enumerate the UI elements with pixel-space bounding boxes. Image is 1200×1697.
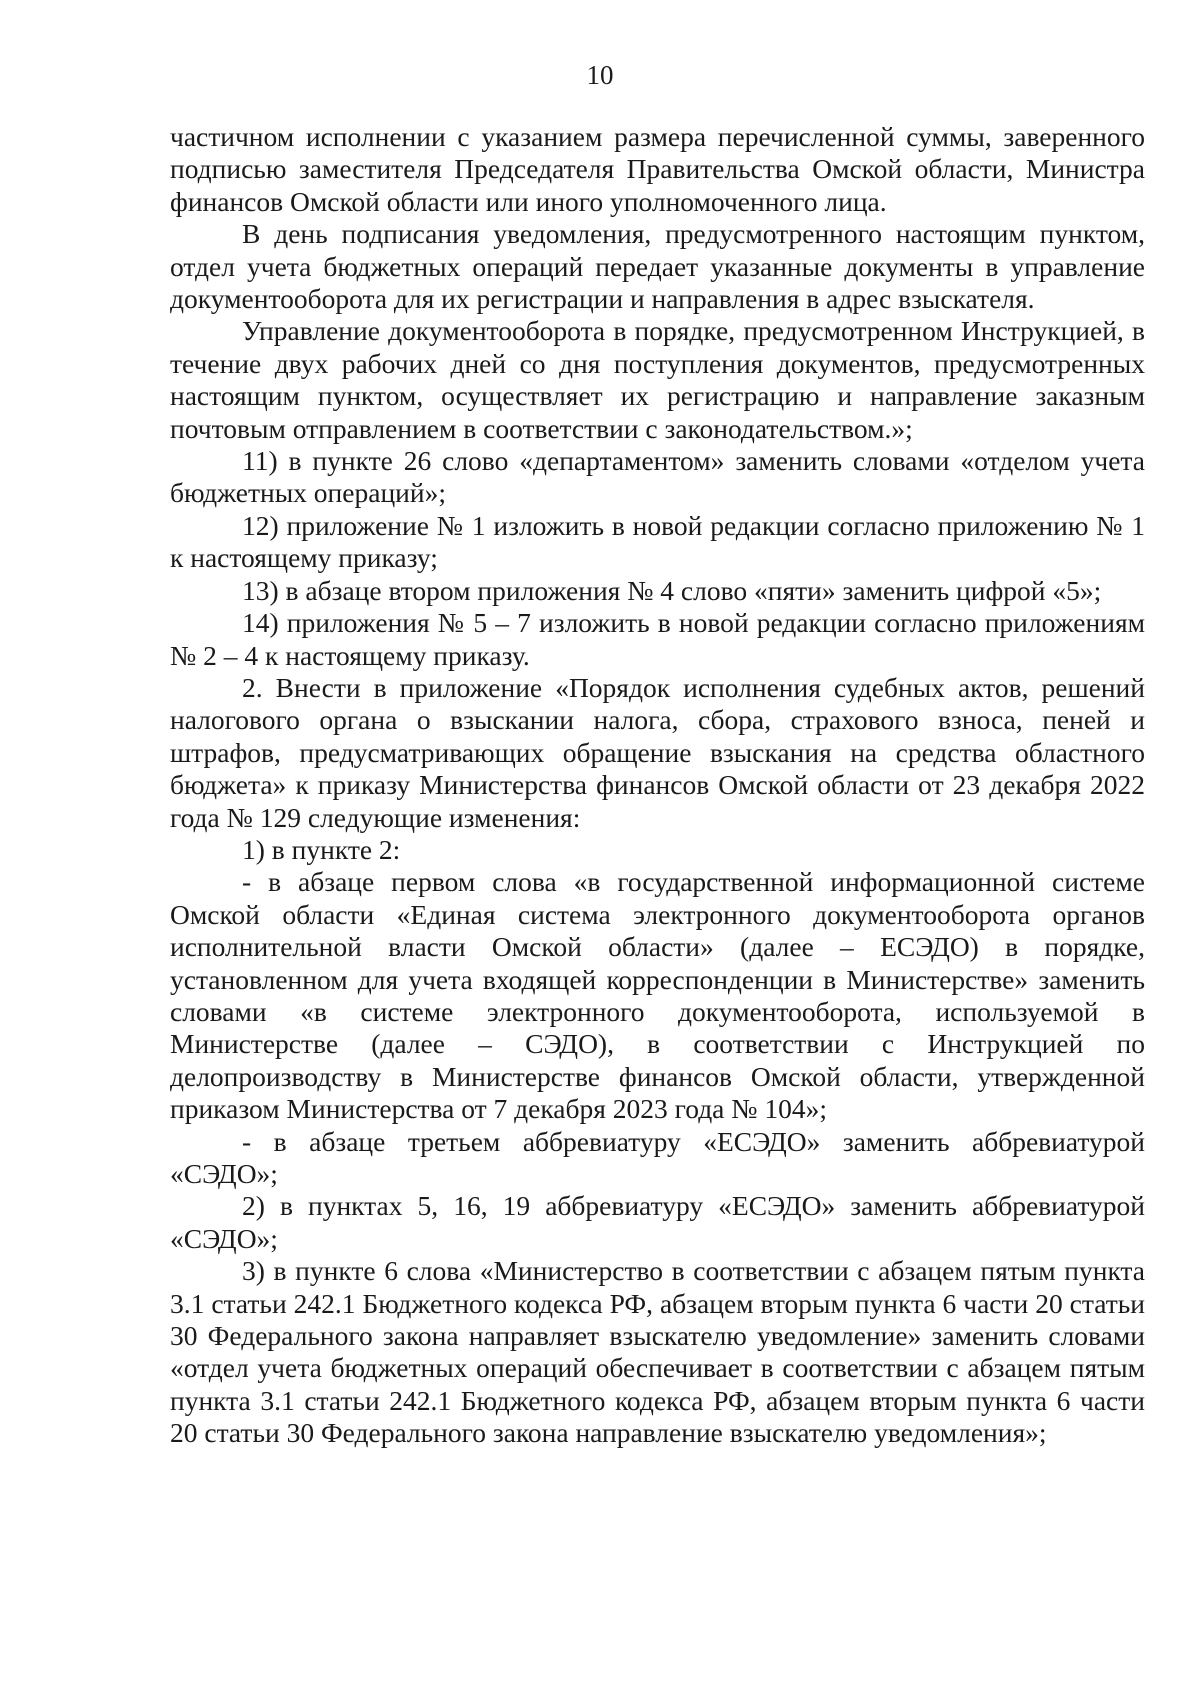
document-body — [170, 121, 1145, 1450]
list-item: 11) в пункте 26 слово «департаментом» заменить словами «отделом учета бюджетных операций»; — [170, 445, 1145, 509]
list-item: 2) в пунктах 5, 16, 19 аббревиатуру «ЕСЭДО» заменить аббревиатурой «СЭДО»; — [170, 1190, 1145, 1254]
page-number: 10 — [586, 60, 614, 90]
paragraph: Управление документооборота в порядке, предусмотренном Инструкцией, в течение двух рабочих дней со дня поступления документов, предусмотренных настоящим пунктом, осуществляет их регистрацию и направление заказным почтовым отправлением в соответствии с законодательством.»; — [170, 315, 1145, 444]
list-item: 13) в абзаце втором приложения № 4 слово «пяти» заменить цифрой «5»; — [242, 574, 1102, 606]
list-item: 1) в пункте 2: — [242, 833, 401, 865]
list-item: 3) в пункте 6 слова «Министерство в соответствии с абзацем пятым пункта 3.1 статьи 242.1 Бюджетного кодекса РФ, абзацем вторым пункта 6 части 20 статьи 30 Федерального закона направляет взыскателю уведомление» заменить словами «отдел учета бюджетных операций обеспечивает в соответствии с абзацем пятым пункта 3.1 статьи 242.1 Бюджетного кодекса РФ, абзацем вторым пункта 6 части 20 статьи 30 Федерального закона направление взыскателю уведомления»; — [170, 1255, 1145, 1449]
section-paragraph: 2. Внести в приложение «Порядок исполнения судебных актов, решений налогового органа о взыскании налога, сбора, страхового взноса, пеней и штрафов, предусматривающих обращение взыскания на средства областного бюджета» к приказу Министерства финансов Омской области от 23 декабря 2022 года № 129 следующие изменения: — [170, 671, 1145, 833]
sub-item: - в абзаце третьем аббревиатуру «ЕСЭДО» заменить аббревиатурой «СЭДО»; — [170, 1125, 1145, 1189]
sub-item: - в абзаце первом слова «в государственной информационной системе Омской области «Единая система электронного документооборота органов исполнительной власти Омской области» (далее – ЕСЭДО) в порядке, установленном для учета входящей корреспонденции в Министерстве» заменить словами «в системе электронного документооборота, используемой в Министерстве (далее – СЭДО), в соответствии с Инструкцией по делопроизводству в Министерстве финансов Омской области, утвержденной приказом Министерства от 7 декабря 2023 года № 104»; — [170, 866, 1145, 1125]
list-item: 12) приложение № 1 изложить в новой редакции согласно приложению № 1 к настоящему приказу; — [170, 509, 1145, 574]
list-item: 14) приложения № 5 – 7 изложить в новой редакции согласно приложениям № 2 – 4 к настоящему приказу. — [170, 607, 1145, 671]
paragraph: В день подписания уведомления, предусмотренного настоящим пунктом, отдел учета бюджетных операций передает указанные документы в управление документооборота для их регистрации и направления в адрес взыскателя. — [170, 218, 1145, 315]
paragraph: частичном исполнении с указанием размера перечисленной суммы, заверенного подписью заместителя Председателя Правительства Омской области, Министра финансов Омской области или иного уполномоченного лица. — [170, 121, 1145, 217]
